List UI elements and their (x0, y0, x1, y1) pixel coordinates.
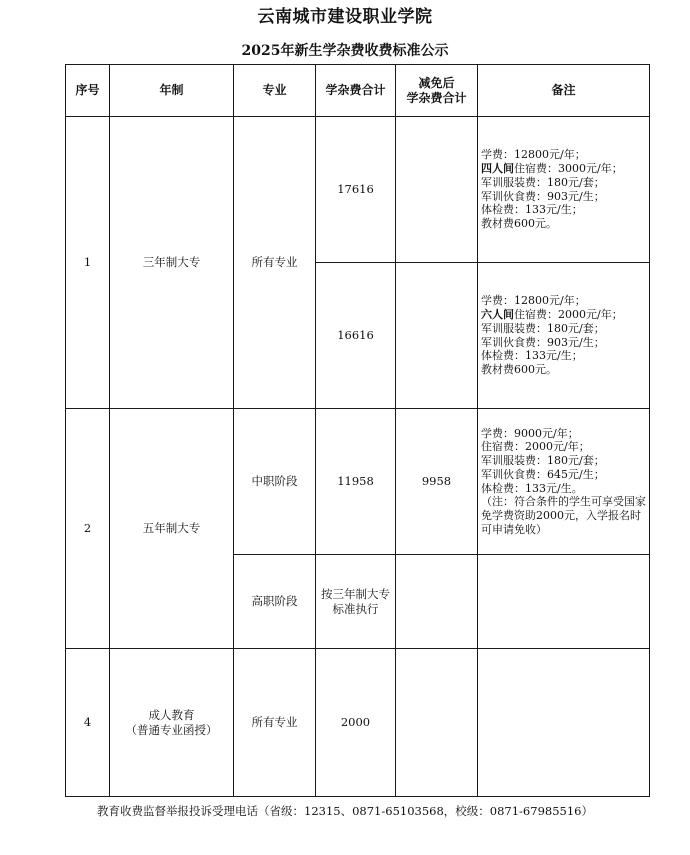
row1-option1-reduced (396, 117, 478, 263)
row4-seq: 4 (66, 649, 110, 797)
row2-stage1-total: 11958 (316, 409, 396, 555)
note-line (481, 162, 646, 176)
note-line: 教材费600元。 (481, 217, 557, 230)
header-major: 专业 (234, 65, 316, 117)
document-subtitle: 2025年新生学杂费收费标准公示 (241, 43, 449, 59)
row4-notes (478, 649, 650, 797)
complaint-hotline-footer: 教育收费监督举报投诉受理电话（省级：12315、0871-65103568，校级：0871-67985516） (97, 804, 593, 818)
note-line: 军训伙食费：645元/生； (481, 467, 605, 481)
row2-stage2-reduced (396, 555, 478, 649)
note-line: 军训伙食费：903元/生； (481, 335, 605, 349)
note-line: 学费：9000元/年； (481, 426, 579, 440)
row1-option2-total: 16616 (316, 263, 396, 409)
row2-stage2-notes (478, 555, 650, 649)
row1-seq: 1 (66, 117, 110, 409)
table-row (66, 117, 650, 263)
note-line: 学费：12800元/年； (481, 148, 586, 162)
row1-duration: 三年制大专 (110, 117, 234, 409)
note-remark: （注：符合条件的学生可享受国家免学费资助2000元，入学报名时可申请免收） (481, 495, 646, 536)
row2-stage2-major: 高职阶段 (234, 555, 316, 649)
note-line: 军训服装费：180元/套； (481, 454, 605, 467)
note-line: 体检费：133元/生； (481, 203, 583, 217)
row1-option2-reduced (396, 263, 478, 409)
row4-duration-line2: （普通专业函授） (125, 722, 218, 737)
header-reduced-line2: 学杂费合计 (406, 90, 467, 105)
note-line: 学费：12800元/年； (481, 294, 586, 308)
row4-total: 2000 (316, 649, 396, 797)
row4-duration (110, 649, 234, 797)
table-header-row (66, 65, 650, 117)
room-type-bold: 六人间 (481, 308, 514, 321)
row4-major: 所有专业 (234, 649, 316, 797)
row2-stage1-major: 中职阶段 (234, 409, 316, 555)
header-remarks: 备注 (478, 65, 650, 117)
row2-stage1-notes (478, 409, 650, 555)
row1-major: 所有专业 (234, 117, 316, 409)
row1-option1-notes (478, 117, 650, 263)
header-reduced (396, 65, 478, 117)
row1-option2-notes (478, 263, 650, 409)
note-line: 教材费600元。 (481, 363, 557, 376)
note-line-text: 住宿费：2000元/年； (514, 308, 623, 321)
header-seq: 序号 (66, 65, 110, 117)
row2-stage1-reduced: 9958 (396, 409, 478, 555)
note-line: 体检费：133元/生； (481, 349, 583, 363)
note-line: 体检费：133元/生。 (481, 481, 583, 495)
note-line: 住宿费：2000元/年； (481, 440, 590, 454)
table-row (66, 649, 650, 797)
note-line: 军训服装费：180元/套； (481, 321, 605, 335)
document-title: 云南城市建设职业学院 (257, 7, 433, 27)
note-line-text: 住宿费：3000元/年； (514, 162, 623, 175)
note-line: 军训服装费：180元/套； (481, 175, 605, 189)
row2-stage2-total: 按三年制大专标准执行 (316, 555, 396, 649)
note-line (481, 308, 646, 322)
header-total: 学杂费合计 (316, 65, 396, 117)
table-row (66, 409, 650, 555)
row4-reduced (396, 649, 478, 797)
header-reduced-line1: 减免后 (418, 75, 455, 90)
row1-option1-total: 17616 (316, 117, 396, 263)
note-line: 军训伙食费：903元/生； (481, 189, 605, 203)
row4-duration-line1: 成人教育 (148, 708, 195, 723)
fee-table (65, 64, 650, 797)
row2-duration: 五年制大专 (110, 409, 234, 649)
room-type-bold: 四人间 (481, 162, 514, 175)
row2-seq: 2 (66, 409, 110, 649)
header-duration: 年制 (110, 65, 234, 117)
